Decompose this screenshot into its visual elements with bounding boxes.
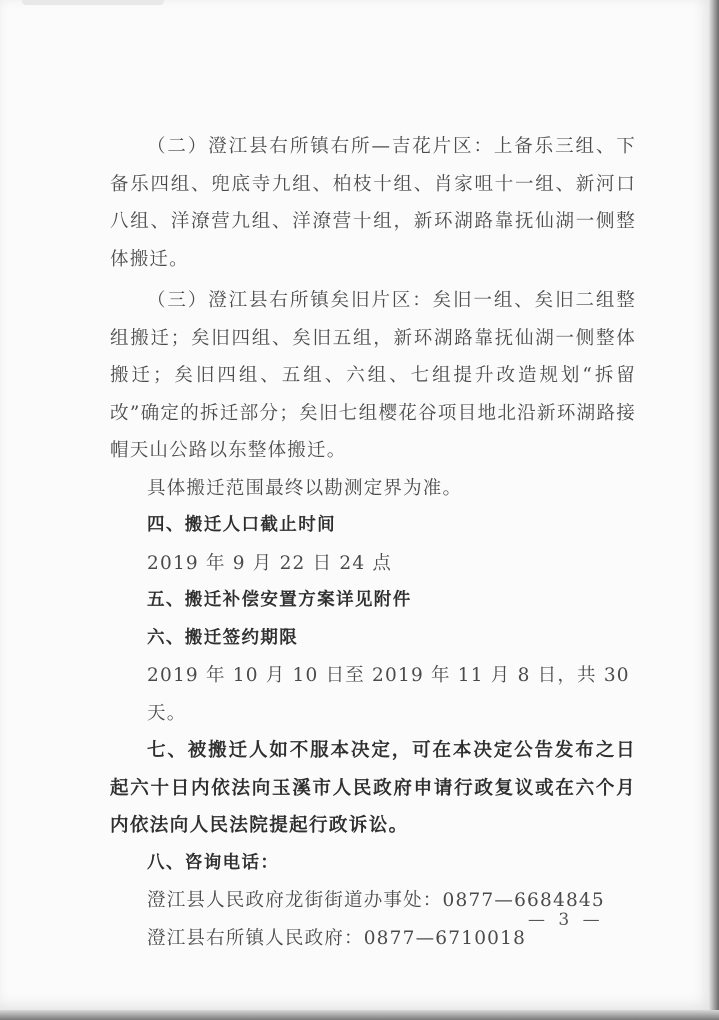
page-edge-shadow-right — [709, 0, 719, 1020]
document-body — [110, 128, 636, 957]
section-5-heading: 五、搬迁补偿安置方案详见附件 — [147, 590, 412, 610]
paragraph-area-3: （三）澄江县右所镇矣旧片区：矣旧一组、矣旧二组整组搬迁；矣旧四组、矣旧五组，新环湖路靠抚仙湖一侧整体搬迁；矣旧四组、五组、六组、七组提升改造规划“拆留改”确定的拆迁部分；矣旧七组樱花谷项目地北沿新环湖路接帽天山公路以东整体搬迁。 — [110, 290, 636, 461]
page-edge-shadow-bottom — [0, 1010, 719, 1020]
section-7-paragraph: 七、被搬迁人如不服本决定，可在本决定公告发布之日起六十日内依法向玉溪市人民政府申请行政复议或在六个月内依法向人民法院提起行政诉讼。 — [110, 740, 636, 836]
page-number: — 3 — — [528, 910, 604, 930]
section-8-heading: 八、咨询电话： — [147, 852, 280, 873]
scope-note: 具体搬迁范围最终以勘测定界为准。 — [147, 477, 463, 499]
contact-longjie-office: 澄江县人民政府龙街街道办事处：0877—6684845 — [147, 890, 605, 911]
section-6-heading: 六、搬迁签约期限 — [147, 627, 299, 648]
page-tab-edge — [22, 0, 164, 5]
section-4-heading: 四、搬迁人口截止时间 — [147, 515, 336, 535]
section-6-value: 2019 年 10 月 10 日至 2019 年 11 月 8 日，共 30 天。 — [147, 665, 630, 724]
contact-yousuo-government: 澄江县右所镇人民政府：0877—6710018 — [147, 927, 527, 949]
section-4-value: 2019 年 9 月 22 日 24 点 — [147, 552, 393, 574]
paragraph-area-2: （二）澄江县右所镇右所—吉花片区：上备乐三组、下备乐四组、兜底寺九组、柏枝十组、肖家咀十一组、新河口八组、洋潦营九组、洋潦营十组，新环湖路靠抚仙湖一侧整体搬迁。 — [110, 136, 636, 270]
